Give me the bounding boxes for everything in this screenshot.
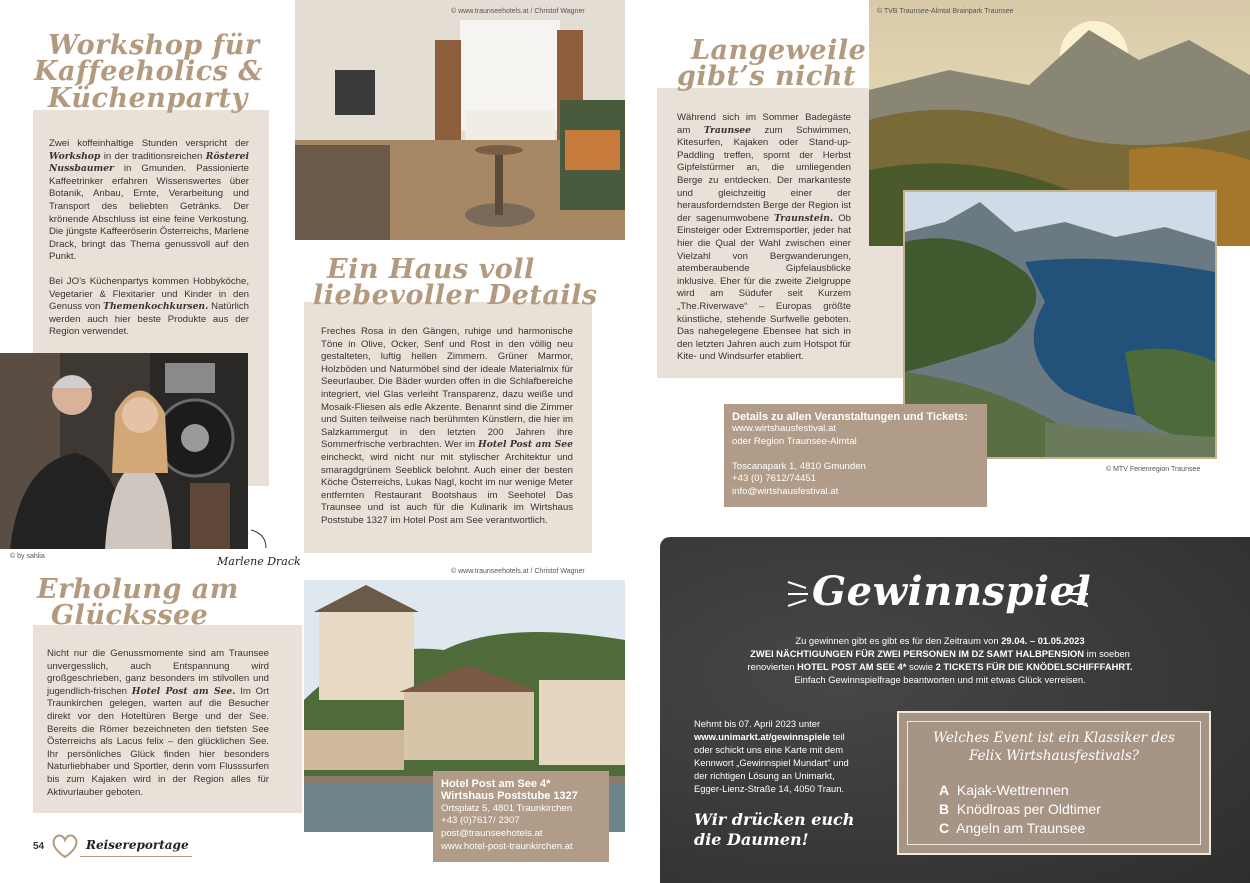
haus-body: Freches Rosa in den Gängen, ruhige und harmonische Töne in Olive, Ocker, Senf und Rost in den völlig neu gestalteten, luftig hellen Zimmern. Grüner Marmor, Holzböden und Naturmöbel sind der ideale Materialmix für Seeurlauber. Die Bäder wurden offen in die Schlafbereiche integriert, viel Glas verleiht Transparenz, dazu weiße und Mosaik-Fliesen als edle Akzente. Benannt sind die Zimmer und Suiten teilweise nach berühmten Künstlern, die hier im Salzkammergut in den letzten 200 Jahren ihre Sommerfrische verbrachten. Wer im Hotel Post am See eincheckt, wird nicht nur mit stylischer Architektur und smaragdgrünem Seeblick belohnt. Auch einer der besten Köche Österreichs, Lukas Nagl, kocht im nur wenige Meter entfernten Restaurant Bootshaus im Seehotel Das Traunsee und ist auch für die Kulinarik im Wirtshaus Poststube 1327 im Hotel Post am See verantwortlich. [321, 326, 573, 526]
question-sign [897, 711, 1211, 855]
langeweile-headline: Langeweile gibt’s nicht [677, 35, 867, 93]
erholung-headline: Erholung am Glückssee [37, 574, 239, 632]
heart-icon [50, 832, 80, 860]
hotel-website-link[interactable]: www.hotel-post-traunkirchen.at [441, 840, 573, 852]
portrait-photo-credit: © by sahlia [10, 553, 45, 560]
details-email-link[interactable]: info@wirtshausfestival.at [732, 485, 839, 497]
details-box [724, 404, 987, 507]
answer-a[interactable]: A Kajak-Wettrennen [939, 782, 1069, 798]
langeweile-body: Während sich im Sommer Badegäste am Traunsee zum Schwimmen, Kitesurfen, Kajaken oder Stand-up-Paddling treffen, spornt der Herbst Gipfelstürmer an, die umliegenden Berge zu entdecken. Der markanteste und gleichzeitig einer der herausforderndsten Berge der Region ist der sagenumwobene Traunstein. Ob Einsteiger oder Extremsportler, jeder hat hier die Qual der Wahl zwischen einer Vielzahl von Bergwanderungen, atemberaubende Gipfelausblicke inklusive. Eher für die zweite Zielgruppe wird am Südufer seit Kurzem „The.Riverwave“ – Europas größte künstliche, stehende Surfwelle geboten. Das nahegelegene Ebensee hat sich in den letzten Jahren auch zum Hotspot für Kite- und Windsurfer etabliert. [677, 112, 851, 363]
answer-list [939, 781, 1101, 838]
right-rays-icon [1066, 578, 1090, 610]
details-phone: +43 (0) 7612/74451 [732, 473, 817, 485]
prize-description: Zu gewinnen gibt es gibt es für den Zeitraum von 29.04. – 01.05.2023 ZWEI NÄCHTIGUNGEN FÜR ZWEI PERSONEN IM DZ SAMT HALBPENSION im soeben renovierten HOTEL POST AM SEE 4* sowie 2 TICKETS FÜR DIE KNÖDELSCHIFFFAHRT. Einfach Gewinnspielfrage beantworten und mit etwas Glück verreisen. [747, 635, 1133, 685]
workshop-body [49, 138, 249, 351]
hotel-info-title-2: Wirtshaus Poststube 1327 [441, 790, 578, 803]
page-number: 54 [33, 841, 45, 852]
hotel-room-image [295, 0, 625, 240]
haus-headline: Ein Haus voll liebevoller Details [313, 254, 598, 312]
details-region: oder Region Traunsee-Almtal [732, 436, 857, 447]
erholung-body: Nicht nur die Genussmomente sind am Traunsee unvergesslich, auch Entspannung wird großgeschrieben, ganz besonders im stilvollen und jugendlich-frischen Hotel Post am See. Im Ort Traunkirchen gelegen, warten auf die Besucher direkt vor den Hoteltüren Berge und der See. Bereits die Römer bezeichneten den tiefsten See Österreichs als Lacus felix – den glücklichen See. Ihr persönliches Glück finden hier besonders Naturliebhaber und Sportler, denn vom Flusssurfen bis zum Kajaken wird in der Region alles für Aktivurlauber geboten. [47, 648, 269, 798]
workshop-headline: Workshop für Kaffeeholics & Küchenparty [34, 30, 264, 114]
details-website-link[interactable]: www.wirtshausfestival.at [732, 423, 836, 435]
workshop-para-1: Zwei koffeinhaltige Stunden verspricht der Workshop in der traditionsreichen Rösterei Nussbaumer in Gmunden. Passionierte Kaffeetrinker erfahren Wissenswertes über Botanik, Anbau, Ernte, Verarbeitung und Transport des beliebten Getränks. Der krönende Abschluss ist eine feine Verkostung. Die jüngste Kaffeeröserin Österreichs, Marlene Drack, bringt das Thema genussvoll auf den Punkt. [49, 138, 249, 263]
gewinnspiel-link[interactable]: www.unimarkt.at/gewinnspiele [694, 731, 831, 742]
left-rays-icon [786, 578, 810, 610]
hotel-info-box [433, 771, 609, 862]
lake-photo-credit: © MTV Ferienregion Traunsee [1106, 466, 1201, 473]
hotel-address: Ortsplatz 5, 4801 Traunkirchen [441, 802, 573, 814]
answer-b[interactable]: B Knödlroas per Oldtimer [939, 801, 1101, 817]
hotel-email-link[interactable]: post@traunseehotels.at [441, 828, 543, 839]
portrait-photo [0, 353, 248, 549]
workshop-para-2: Bei JO’s Küchenpartys kommen Hobbyköche, Vegetarier & Flexitarier und Kinder in den Genuss von Themenkochkursen. Natürlich werden auch hier beste Produkte aus der Region verwendet. [49, 275, 249, 338]
hotel-room-photo [295, 0, 625, 240]
portrait-photo-image [0, 353, 248, 549]
answer-c[interactable]: C Angeln am Traunsee [939, 820, 1086, 836]
entry-instructions: Nehmt bis 07. April 2023 unter www.unimarkt.at/gewinnspiele teil oder schickt uns eine Karte mit dem Kennwort „Gewinnspiel Mundart“ und der richtigen Lösung an Unimarkt, Egger-Lienz-Straße 14, 4050 Traun. [694, 718, 849, 794]
footer-underline [80, 856, 192, 857]
hotel-exterior-credit: © www.traunseehotels.at / Christof Wagner [451, 568, 585, 575]
details-title: Details zu allen Veranstaltungen und Tickets: [732, 411, 968, 423]
mountain-photo-credit: © TVB Traunsee-Almtal Brainpark Traunsee [877, 8, 1014, 15]
signature: Marlene Drack [217, 555, 301, 568]
gewinnspiel-title: Gewinnspiel [812, 568, 1092, 615]
details-address: Toscanapark 1, 4810 Gmunden [732, 460, 866, 472]
footer-section-label: Reisereportage [86, 838, 189, 852]
hotel-phone: +43 (0)7617/ 2307 [441, 815, 520, 827]
signature-arrow-icon [248, 528, 270, 550]
hotel-room-credit: © www.traunseehotels.at / Christof Wagner [451, 8, 585, 15]
quiz-question: Welches Event ist ein Klassiker des Felix Wirtshausfestivals? [933, 730, 1175, 764]
slogan: Wir drücken euch die Daumen! [694, 810, 855, 849]
hotel-info-title-1: Hotel Post am See 4* [441, 778, 551, 790]
details-spacer [732, 449, 979, 461]
